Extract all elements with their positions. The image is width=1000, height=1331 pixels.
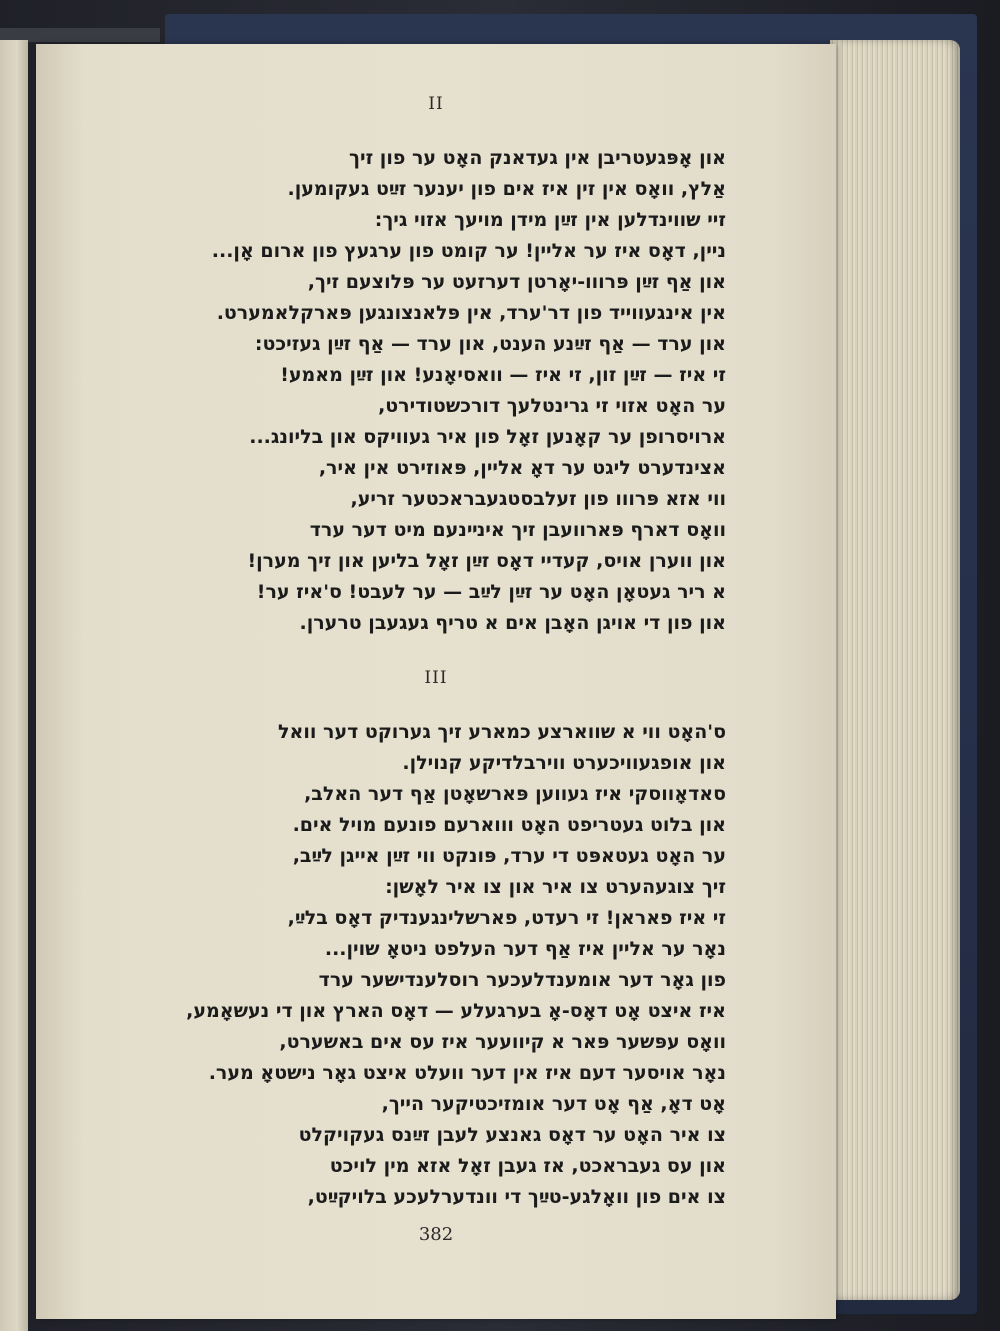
poem-line: צו אים פון וואָלגע-טײַך די וונדערלעכע בלויקײַט, — [307, 1186, 726, 1208]
stanza-iii — [66, 717, 726, 1213]
poem-line: אָט דאָ, אַף אָט דער אומזיכטיקער הייך, — [381, 1093, 726, 1115]
poem-line: און ערד — אַף זײַנע הענט, און ערד — אַף זײַן געזיכט: — [254, 333, 726, 355]
poem-line: ניין, דאָס איז ער אליין! ער קומט פון ערגעץ פון ארום אָן... — [211, 240, 726, 262]
poem-line: זיך צוגעהערט צו איר און צו איר לאָשן: — [385, 876, 726, 898]
poem-line: און ווערן אויס, קעדיי דאָס זײַן זאָל בליען און זיך מערן! — [247, 550, 726, 572]
poem-line: נאָר ער אליין איז אַף דער העלפט ניטאָ שוין... — [324, 938, 726, 960]
page-number: 382 — [418, 1224, 454, 1245]
poem-line: ער האָט געטאפּט די ערד, פּונקט ווי זײַן אייגן לײַב, — [292, 845, 726, 867]
poem-line: אין אינגעווייד פון דר'ערד, אין פּלאנצונגען פּארקלאמערט. — [216, 302, 726, 324]
poem-line: און אַף זײַן פּרווו-יאָרטן דערזעט ער פּלוצעם זיך, — [307, 271, 726, 293]
page-edges — [830, 40, 960, 1300]
poem-line: און אָפּגעטריבן אין געדאנק האָט ער פון זיך — [349, 147, 726, 169]
book-page — [36, 44, 836, 1319]
poem-line: אַלץ, וואָס אין זין איז אים פון יענער זײַט געקומען. — [287, 178, 726, 200]
poem-line: זי איז פאראן! זי רעדט, פארשלינגענדיק דאָס בלײַ, — [287, 907, 726, 929]
section-number-iii: III — [424, 668, 448, 688]
poem-line: ס'האָט ווי א שווארצע כמארע זיך גערוקט דער וואל — [278, 721, 726, 743]
poem-line: וואָס דארף פּארוועבן זיך אינײנעם מיט דער ערד — [309, 519, 726, 541]
poem-line: וואָס עפּשער פּאר א קיוועער איז עס אים באשערט, — [279, 1031, 726, 1053]
poem-line: און אופגעוויכערט ווירבלדיקע קנוילן. — [402, 752, 726, 774]
poem-line: ווי אזא פּרווו פון זעלבסטגעבראכטער זריע, — [350, 488, 726, 510]
stanza-ii — [66, 143, 726, 639]
poem-line: און פון די אויגן האָבן אים א טריף געגעבן טרערן. — [299, 612, 726, 634]
poem-line: ער האָט אזוי זי גרינטלעך דורכשטודירט, — [378, 395, 726, 417]
poem-line: און עס געבראכט, אז געבן זאָל אזא מין לויכט — [329, 1155, 726, 1177]
poem-line: נאָר אויסער דעם איז אין דער וועלט איצט גאָר נישטאָ מער. — [208, 1062, 726, 1084]
poem-line: און בלוט געטריפט האָט וווארעם פונעם מויל אים. — [292, 814, 726, 836]
poem-line: פון גאָר דער אומענדלעכער רוסלענדישער ערד — [318, 969, 726, 991]
poem-line: א ריר געטאָן האָט ער זײַן לײַב — ער לעבט! ס'איז ער! — [256, 581, 726, 603]
facing-page-edge — [0, 40, 28, 1331]
poem-line: אצינדערט ליגט ער דאָ אליין, פּאוזירט אין איר, — [318, 457, 726, 479]
poem-line: סאדאָווסקי איז געווען פּארשאָטן אַף דער האלב, — [304, 783, 726, 805]
poem-line: איז איצט אָט דאָס-אָ בערגעלע — דאָס הארץ און די נעשאָמע, — [186, 1000, 726, 1022]
poem-line: צו איר האָט ער דאָס גאנצע לעבן זײַנס געקויקלט — [298, 1124, 726, 1146]
poem-line: ארויסרופן ער קאָנען זאָל פון איר געוויקס און בליונג... — [249, 426, 726, 448]
poem-line: זיי שווינדלען אין זײַן מידן מויעך אזוי גיך: — [374, 209, 726, 231]
poem-line: זי איז — זײַן זון, זי איז — וואסיאָנע! און זײַן מאמע! — [280, 364, 726, 386]
section-number-ii: II — [428, 94, 444, 114]
